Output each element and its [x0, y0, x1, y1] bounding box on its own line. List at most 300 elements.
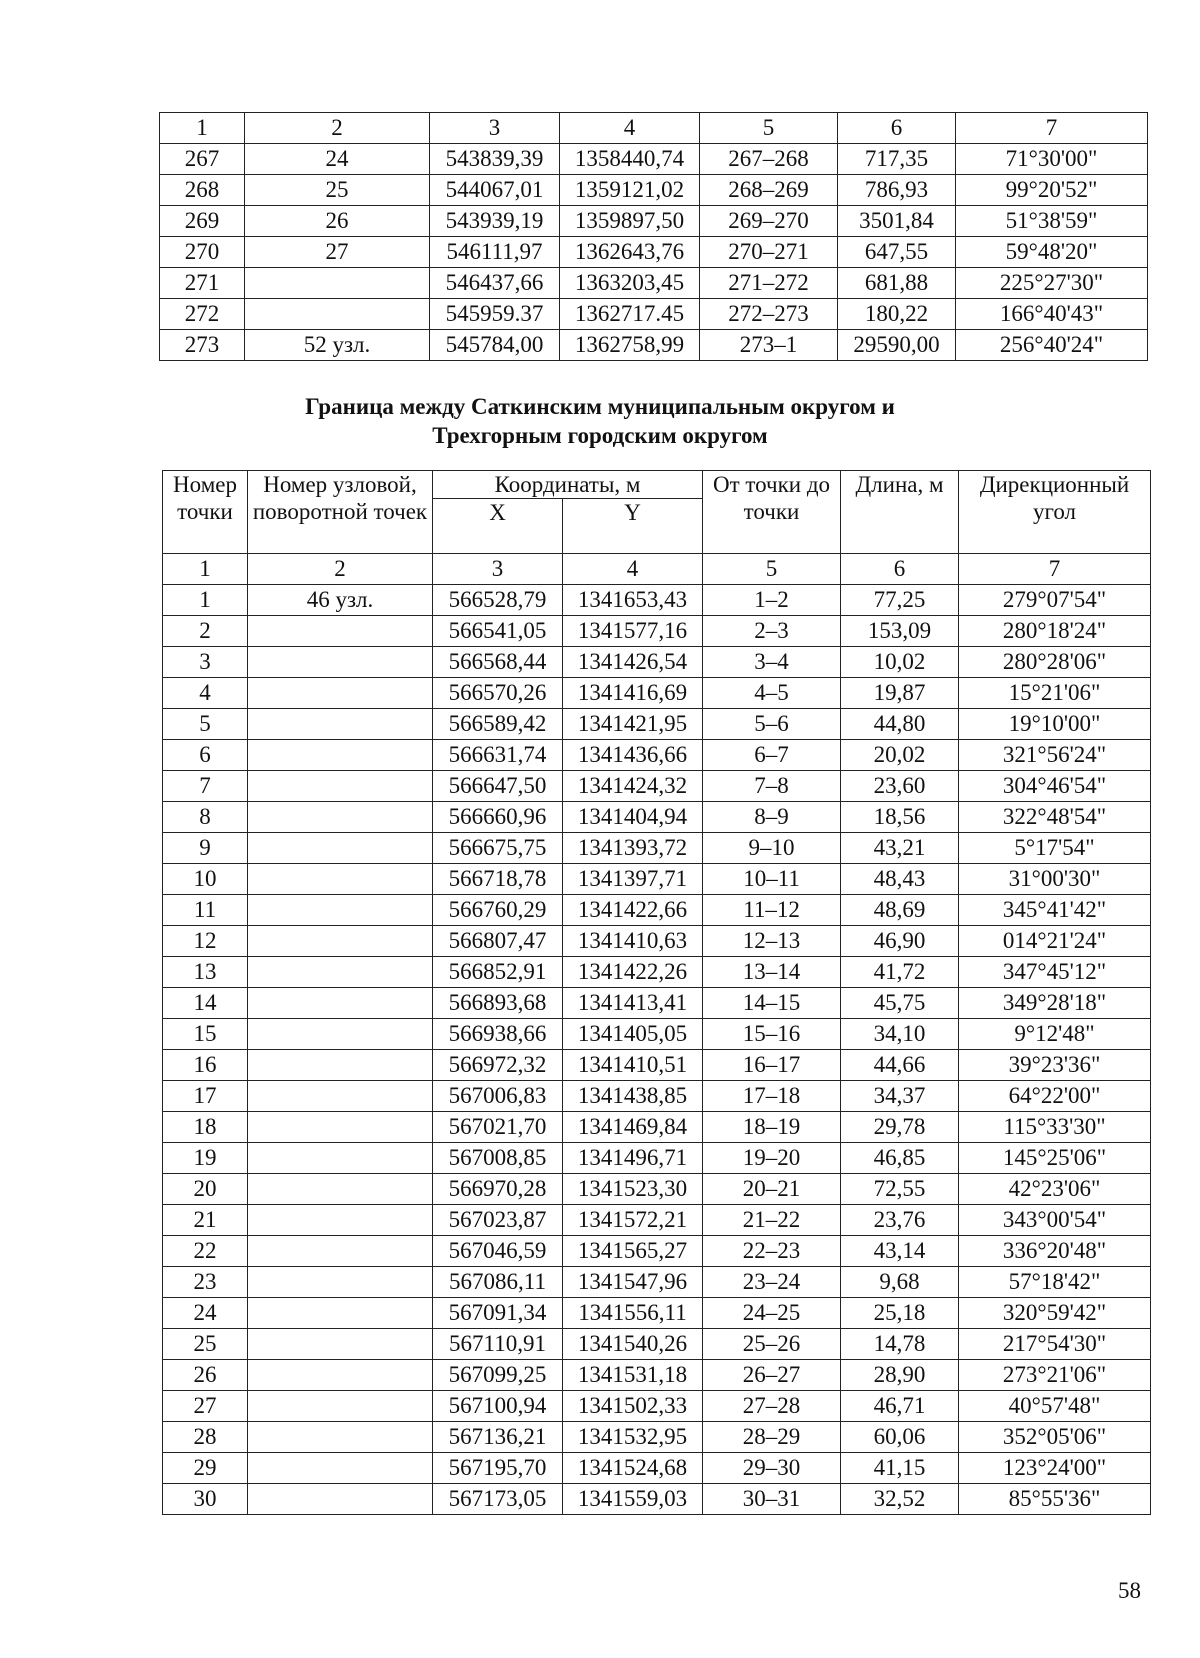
table-cell: 25	[245, 175, 430, 206]
boundary-coordinates-table	[162, 470, 1151, 1515]
header-from-to: От точки до точки	[703, 471, 841, 554]
table-cell: 1341438,85	[563, 1081, 703, 1112]
table-row	[163, 1081, 1151, 1112]
table-cell: 681,88	[838, 268, 956, 299]
table-cell: 280°18'24"	[959, 616, 1151, 647]
table-cell: 51°38'59"	[956, 206, 1148, 237]
table-cell: 72,55	[841, 1174, 959, 1205]
table-row	[163, 1422, 1151, 1453]
table-cell: 6–7	[703, 740, 841, 771]
table-cell: 567195,70	[433, 1453, 563, 1484]
table-cell	[248, 1112, 433, 1143]
table-row	[160, 268, 1148, 299]
table-cell: 31°00'30"	[959, 864, 1151, 895]
table-row	[163, 926, 1151, 957]
table-cell	[248, 988, 433, 1019]
table-cell: 566718,78	[433, 864, 563, 895]
table-cell: 12	[163, 926, 248, 957]
table-cell: 27–28	[703, 1391, 841, 1422]
table-cell: 18	[163, 1112, 248, 1143]
table-cell	[248, 1298, 433, 1329]
table-cell	[248, 647, 433, 678]
table-cell: 1341393,72	[563, 833, 703, 864]
table-cell: 3501,84	[838, 206, 956, 237]
table-cell: 27	[163, 1391, 248, 1422]
table-cell: 352°05'06"	[959, 1422, 1151, 1453]
table-cell: 225°27'30"	[956, 268, 1148, 299]
table-cell: 57°18'42"	[959, 1267, 1151, 1298]
column-number: 5	[703, 554, 841, 585]
table-cell: 2–3	[703, 616, 841, 647]
table-row	[163, 1019, 1151, 1050]
table-cell: 34,10	[841, 1019, 959, 1050]
table-row	[160, 144, 1148, 175]
table-cell: 269–270	[700, 206, 838, 237]
table-cell: 786,93	[838, 175, 956, 206]
table-cell: 567136,21	[433, 1422, 563, 1453]
table-cell: 1341540,26	[563, 1329, 703, 1360]
table-cell	[248, 957, 433, 988]
table-cell: 566568,44	[433, 647, 563, 678]
table-cell: 566893,68	[433, 988, 563, 1019]
table-cell: 11	[163, 895, 248, 926]
table-cell	[245, 268, 430, 299]
table-cell: 7	[163, 771, 248, 802]
table-cell: 6	[163, 740, 248, 771]
table-row	[163, 1329, 1151, 1360]
table-cell: 44,80	[841, 709, 959, 740]
table-row	[163, 802, 1151, 833]
table-cell: 1341523,30	[563, 1174, 703, 1205]
table-cell: 41,15	[841, 1453, 959, 1484]
table-cell: 30–31	[703, 1484, 841, 1515]
table-cell: 3	[163, 647, 248, 678]
table-row	[163, 678, 1151, 709]
table-cell: 9–10	[703, 833, 841, 864]
table-cell: 46 узл.	[248, 585, 433, 616]
table-cell	[248, 1143, 433, 1174]
table-cell: 1341436,66	[563, 740, 703, 771]
table-cell: 23,76	[841, 1205, 959, 1236]
table-cell: 123°24'00"	[959, 1453, 1151, 1484]
table-row	[163, 1453, 1151, 1484]
boundary-table-continued	[159, 112, 1148, 361]
table-cell: 24	[245, 144, 430, 175]
table-cell: 15	[163, 1019, 248, 1050]
header-angle: Дирекционный угол	[959, 471, 1151, 554]
table-cell: 567006,83	[433, 1081, 563, 1112]
table-cell: 1341559,03	[563, 1484, 703, 1515]
table-cell: 566528,79	[433, 585, 563, 616]
table-cell: 1341572,21	[563, 1205, 703, 1236]
column-number: 7	[956, 113, 1148, 144]
table-cell	[248, 678, 433, 709]
table-cell: 26–27	[703, 1360, 841, 1391]
table-cell: 304°46'54"	[959, 771, 1151, 802]
table-row	[163, 1112, 1151, 1143]
table-row	[160, 330, 1148, 361]
table-cell: 345°41'42"	[959, 895, 1151, 926]
table-cell: 1341405,05	[563, 1019, 703, 1050]
table-cell: 1358440,74	[560, 144, 700, 175]
table-row	[163, 1484, 1151, 1515]
table-cell: 566852,91	[433, 957, 563, 988]
table-cell: 217°54'30"	[959, 1329, 1151, 1360]
table-cell: 1	[163, 585, 248, 616]
table-cell: 273	[160, 330, 245, 361]
table-cell: 28–29	[703, 1422, 841, 1453]
page-number: 58	[1118, 1578, 1141, 1603]
table-cell: 1341410,51	[563, 1050, 703, 1081]
header-coordinates: Координаты, м	[433, 471, 703, 499]
table-cell: 279°07'54"	[959, 585, 1151, 616]
table-cell: 10,02	[841, 647, 959, 678]
table-cell: 19°10'00"	[959, 709, 1151, 740]
table-cell: 1341496,71	[563, 1143, 703, 1174]
table-cell: 28	[163, 1422, 248, 1453]
column-number: 2	[245, 113, 430, 144]
table-cell: 20–21	[703, 1174, 841, 1205]
table-cell: 14,78	[841, 1329, 959, 1360]
table-row	[163, 895, 1151, 926]
table-cell: 30	[163, 1484, 248, 1515]
table-row	[163, 833, 1151, 864]
table-row	[163, 1267, 1151, 1298]
table-cell: 28,90	[841, 1360, 959, 1391]
table-cell: 1362643,76	[560, 237, 700, 268]
table-cell: 267	[160, 144, 245, 175]
table-cell: 343°00'54"	[959, 1205, 1151, 1236]
column-number: 3	[433, 554, 563, 585]
table-row	[160, 237, 1148, 268]
table-cell	[248, 1453, 433, 1484]
column-number: 6	[838, 113, 956, 144]
table-cell: 349°28'18"	[959, 988, 1151, 1019]
table-cell: 1341556,11	[563, 1298, 703, 1329]
table-cell: 544067,01	[430, 175, 560, 206]
table-cell: 3–4	[703, 647, 841, 678]
table-cell: 1341397,71	[563, 864, 703, 895]
table-cell: 60,06	[841, 1422, 959, 1453]
table-cell	[248, 1267, 433, 1298]
table-cell: 21–22	[703, 1205, 841, 1236]
table-cell: 567091,34	[433, 1298, 563, 1329]
table-cell: 10–11	[703, 864, 841, 895]
table-cell: 8–9	[703, 802, 841, 833]
table-cell: 22–23	[703, 1236, 841, 1267]
table-cell: 347°45'12"	[959, 957, 1151, 988]
header-point-number: Номер точки	[163, 471, 248, 554]
table-cell: 8	[163, 802, 248, 833]
table-cell: 23	[163, 1267, 248, 1298]
table-cell: 43,14	[841, 1236, 959, 1267]
table-cell: 567173,05	[433, 1484, 563, 1515]
table-cell: 566570,26	[433, 678, 563, 709]
table-cell: 9°12'48"	[959, 1019, 1151, 1050]
table-cell: 545959.37	[430, 299, 560, 330]
table-cell: 48,69	[841, 895, 959, 926]
column-number: 3	[430, 113, 560, 144]
table-cell: 34,37	[841, 1081, 959, 1112]
table-row	[163, 1360, 1151, 1391]
header-node-number: Номер узловой, поворотной точек	[248, 471, 433, 554]
table-cell: 25,18	[841, 1298, 959, 1329]
table-cell: 145°25'06"	[959, 1143, 1151, 1174]
table-cell: 64°22'00"	[959, 1081, 1151, 1112]
table-cell: 46,90	[841, 926, 959, 957]
table-cell: 566647,50	[433, 771, 563, 802]
table-cell: 41,72	[841, 957, 959, 988]
column-number: 2	[248, 554, 433, 585]
table-cell: 9	[163, 833, 248, 864]
table-row	[163, 1391, 1151, 1422]
table-cell: 12–13	[703, 926, 841, 957]
table-cell: 17–18	[703, 1081, 841, 1112]
table-cell: 15°21'06"	[959, 678, 1151, 709]
table-cell: 1341413,41	[563, 988, 703, 1019]
table-cell: 566541,05	[433, 616, 563, 647]
table-cell	[248, 1081, 433, 1112]
table-cell: 566589,42	[433, 709, 563, 740]
header-x: X	[433, 499, 563, 554]
table-cell: 14	[163, 988, 248, 1019]
table-row	[163, 585, 1151, 616]
table-cell	[248, 616, 433, 647]
table-cell: 39°23'36"	[959, 1050, 1151, 1081]
table-cell: 270	[160, 237, 245, 268]
table-cell: 567099,25	[433, 1360, 563, 1391]
table-cell: 1363203,45	[560, 268, 700, 299]
table-cell: 18,56	[841, 802, 959, 833]
table-cell	[248, 1484, 433, 1515]
table-cell: 1–2	[703, 585, 841, 616]
table-cell	[248, 1422, 433, 1453]
table-cell: 42°23'06"	[959, 1174, 1151, 1205]
table-cell: 1362758,99	[560, 330, 700, 361]
table-cell: 40°57'48"	[959, 1391, 1151, 1422]
table-cell: 546437,66	[430, 268, 560, 299]
table-cell: 25–26	[703, 1329, 841, 1360]
table-cell: 1341524,68	[563, 1453, 703, 1484]
table-cell: 1341424,32	[563, 771, 703, 802]
table-cell: 566938,66	[433, 1019, 563, 1050]
table-row	[163, 740, 1151, 771]
table-cell: 21	[163, 1205, 248, 1236]
table-cell: 1341422,26	[563, 957, 703, 988]
table-cell: 272	[160, 299, 245, 330]
table-cell: 85°55'36"	[959, 1484, 1151, 1515]
table-cell: 166°40'43"	[956, 299, 1148, 330]
table-cell: 566972,32	[433, 1050, 563, 1081]
table-cell: 014°21'24"	[959, 926, 1151, 957]
table-cell: 1341531,18	[563, 1360, 703, 1391]
table-cell: 566675,75	[433, 833, 563, 864]
table-cell	[248, 1360, 433, 1391]
table-cell: 1359121,02	[560, 175, 700, 206]
table-cell: 1341565,27	[563, 1236, 703, 1267]
table-cell: 543939,19	[430, 206, 560, 237]
table-cell: 18–19	[703, 1112, 841, 1143]
table-cell: 180,22	[838, 299, 956, 330]
table-cell	[248, 740, 433, 771]
table-cell: 16–17	[703, 1050, 841, 1081]
section-title-line2: Трехгорным городским округом	[432, 423, 768, 448]
table-cell: 24	[163, 1298, 248, 1329]
table-cell: 717,35	[838, 144, 956, 175]
table-cell: 1341532,95	[563, 1422, 703, 1453]
table-cell: 322°48'54"	[959, 802, 1151, 833]
table-cell: 336°20'48"	[959, 1236, 1151, 1267]
table-cell: 20	[163, 1174, 248, 1205]
table-cell: 19,87	[841, 678, 959, 709]
table-cell: 273–1	[700, 330, 838, 361]
table-cell	[248, 1019, 433, 1050]
table-cell: 1341653,43	[563, 585, 703, 616]
table-cell: 1359897,50	[560, 206, 700, 237]
table-cell: 29,78	[841, 1112, 959, 1143]
table-cell: 1341421,95	[563, 709, 703, 740]
section-title-line1: Граница между Саткинским муниципальным округом и	[305, 394, 895, 419]
table-cell: 26	[163, 1360, 248, 1391]
table-cell: 5–6	[703, 709, 841, 740]
table-cell: 566631,74	[433, 740, 563, 771]
table-cell: 273°21'06"	[959, 1360, 1151, 1391]
table-cell: 280°28'06"	[959, 647, 1151, 678]
table-cell: 1362717.45	[560, 299, 700, 330]
table-cell: 268	[160, 175, 245, 206]
table-cell: 269	[160, 206, 245, 237]
table-cell: 271–272	[700, 268, 838, 299]
table-cell: 15–16	[703, 1019, 841, 1050]
table-cell	[248, 1236, 433, 1267]
table-cell: 20,02	[841, 740, 959, 771]
column-number: 4	[563, 554, 703, 585]
table-cell	[248, 1391, 433, 1422]
table-cell: 272–273	[700, 299, 838, 330]
table-cell: 16	[163, 1050, 248, 1081]
table-cell: 99°20'52"	[956, 175, 1148, 206]
table-cell: 1341410,63	[563, 926, 703, 957]
table-cell: 320°59'42"	[959, 1298, 1151, 1329]
table-cell: 2	[163, 616, 248, 647]
table-cell	[248, 895, 433, 926]
table-cell: 45,75	[841, 988, 959, 1019]
table-cell: 546111,97	[430, 237, 560, 268]
table-cell: 9,68	[841, 1267, 959, 1298]
table-cell: 115°33'30"	[959, 1112, 1151, 1143]
table-row	[163, 1236, 1151, 1267]
table-cell: 1341547,96	[563, 1267, 703, 1298]
table-cell: 4	[163, 678, 248, 709]
table-row	[163, 864, 1151, 895]
table-cell	[248, 709, 433, 740]
table-row	[163, 647, 1151, 678]
table-row	[160, 299, 1148, 330]
table-cell: 153,09	[841, 616, 959, 647]
column-number: 6	[841, 554, 959, 585]
table-cell: 25	[163, 1329, 248, 1360]
table-cell: 24–25	[703, 1298, 841, 1329]
table-row	[160, 175, 1148, 206]
table-cell	[248, 833, 433, 864]
table-cell: 19	[163, 1143, 248, 1174]
table-cell: 567100,94	[433, 1391, 563, 1422]
table-cell: 567023,87	[433, 1205, 563, 1236]
table-cell	[248, 926, 433, 957]
column-number-row	[160, 113, 1148, 144]
column-number: 1	[160, 113, 245, 144]
table-row	[163, 616, 1151, 647]
table-cell: 5°17'54"	[959, 833, 1151, 864]
table-cell: 29–30	[703, 1453, 841, 1484]
column-number: 5	[700, 113, 838, 144]
table-cell	[245, 299, 430, 330]
table-cell: 26	[245, 206, 430, 237]
table-cell: 19–20	[703, 1143, 841, 1174]
table-cell: 13	[163, 957, 248, 988]
table-cell: 7–8	[703, 771, 841, 802]
table-cell: 52 узл.	[245, 330, 430, 361]
table-cell: 256°40'24"	[956, 330, 1148, 361]
table-cell: 48,43	[841, 864, 959, 895]
table-cell: 567110,91	[433, 1329, 563, 1360]
table-cell: 29590,00	[838, 330, 956, 361]
header-length: Длина, м	[841, 471, 959, 554]
table-row	[163, 771, 1151, 802]
table-row	[160, 206, 1148, 237]
table-cell: 71°30'00"	[956, 144, 1148, 175]
table-cell: 268–269	[700, 175, 838, 206]
table-cell: 566807,47	[433, 926, 563, 957]
table-cell: 566970,28	[433, 1174, 563, 1205]
table-cell: 59°48'20"	[956, 237, 1148, 268]
table-cell	[248, 1174, 433, 1205]
table-row	[163, 1205, 1151, 1236]
table-row	[163, 1050, 1151, 1081]
table-row	[163, 1298, 1151, 1329]
table-cell: 1341422,66	[563, 895, 703, 926]
table-cell: 271	[160, 268, 245, 299]
table-cell: 567008,85	[433, 1143, 563, 1174]
table-cell: 22	[163, 1236, 248, 1267]
table-cell: 23,60	[841, 771, 959, 802]
table-cell: 27	[245, 237, 430, 268]
table-cell: 5	[163, 709, 248, 740]
table-cell: 270–271	[700, 237, 838, 268]
table-cell: 46,71	[841, 1391, 959, 1422]
table-cell: 1341469,84	[563, 1112, 703, 1143]
table-cell: 23–24	[703, 1267, 841, 1298]
table-row	[163, 988, 1151, 1019]
table-cell: 32,52	[841, 1484, 959, 1515]
table-cell: 1341502,33	[563, 1391, 703, 1422]
table-cell: 567046,59	[433, 1236, 563, 1267]
table-cell: 545784,00	[430, 330, 560, 361]
table-cell: 11–12	[703, 895, 841, 926]
column-number: 7	[959, 554, 1151, 585]
table-cell: 17	[163, 1081, 248, 1112]
table-cell: 46,85	[841, 1143, 959, 1174]
table-cell: 566660,96	[433, 802, 563, 833]
table-cell: 1341404,94	[563, 802, 703, 833]
table-cell: 543839,39	[430, 144, 560, 175]
table-cell	[248, 802, 433, 833]
table-row	[163, 1174, 1151, 1205]
table-cell: 13–14	[703, 957, 841, 988]
table-cell: 14–15	[703, 988, 841, 1019]
table-cell	[248, 1050, 433, 1081]
table-cell: 4–5	[703, 678, 841, 709]
